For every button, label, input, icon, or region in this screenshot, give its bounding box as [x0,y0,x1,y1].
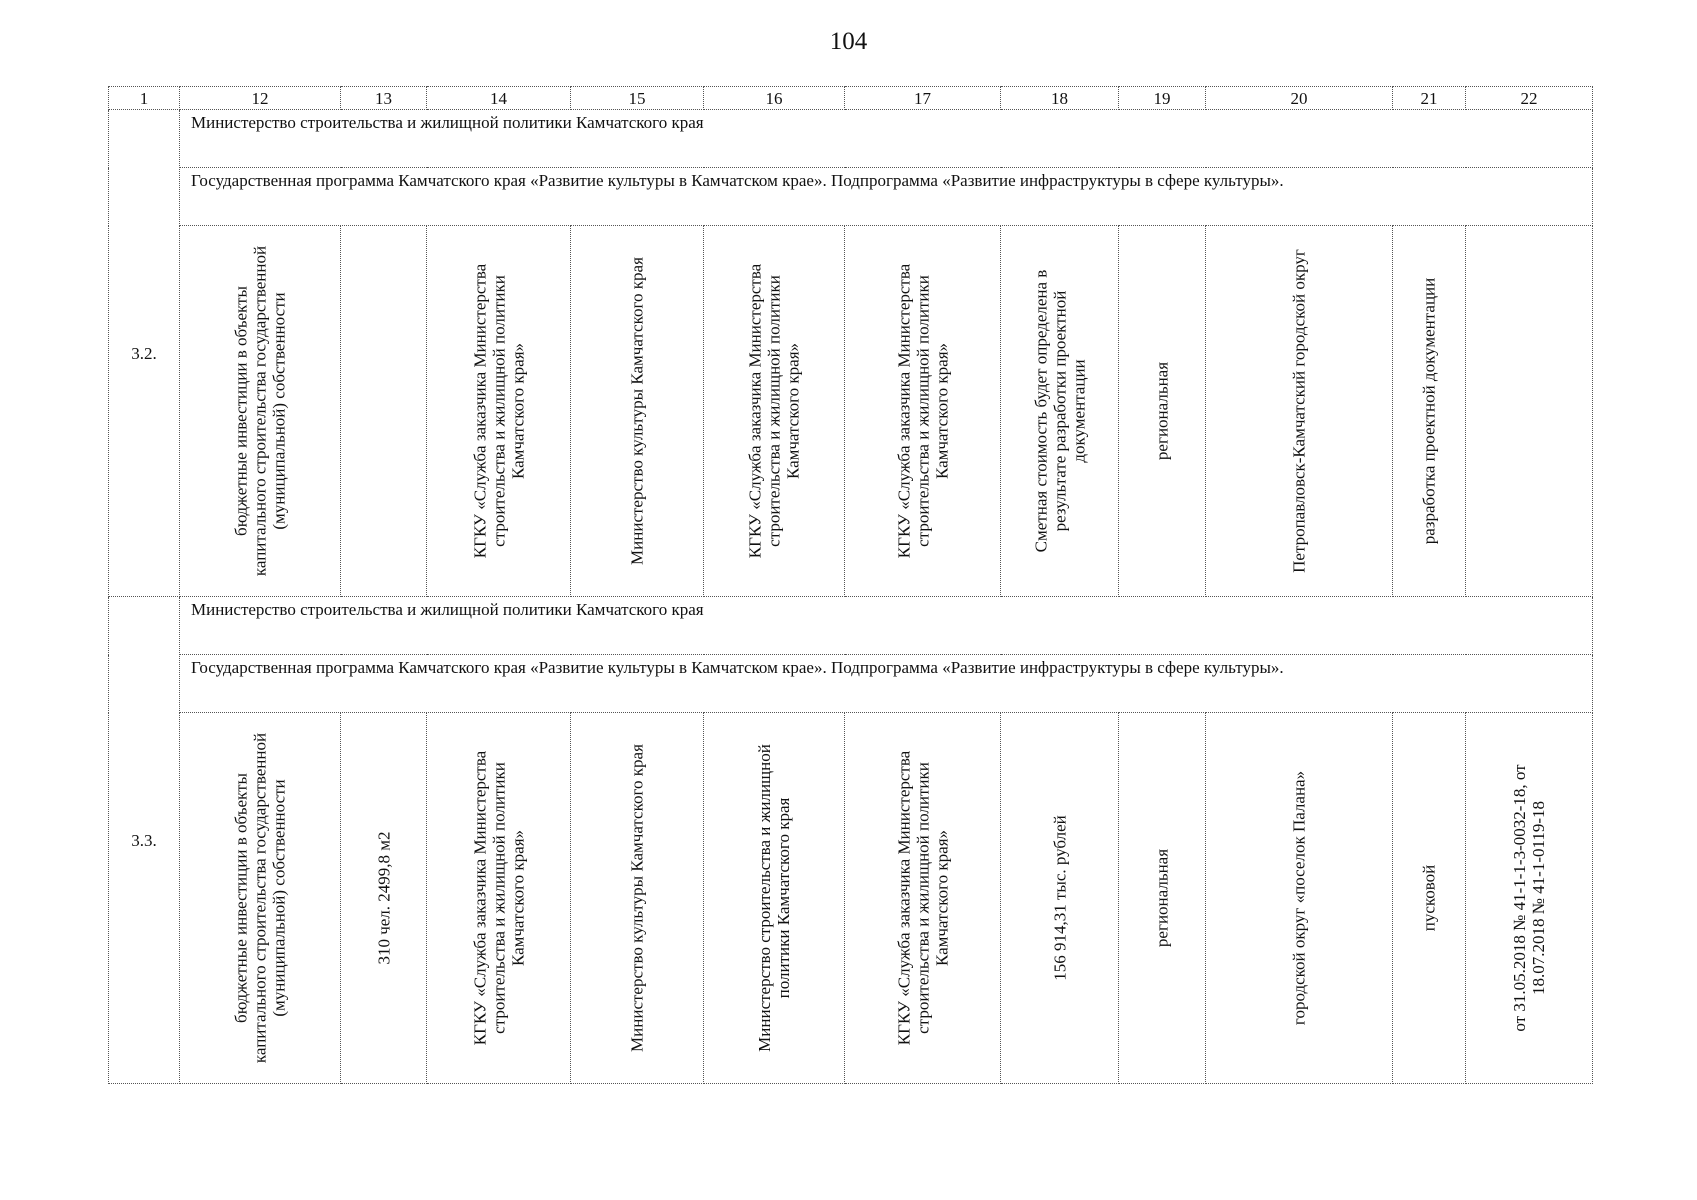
header-cell: 12 [180,87,341,110]
header-cell: 14 [427,87,571,110]
row-number: 3.2. [109,110,180,597]
table-row [109,168,1593,226]
table-row [109,597,1593,655]
developer-cell: КГКУ «Служба заказчика Министерства строительства и жилищной политики Камчатского края» [745,263,803,559]
builder-cell: КГКУ «Служба заказчика Министерства строительства и жилищной политики Камчатского края» [894,263,951,559]
developer-cell: Министерство строительства и жилищной политики Камчатского края [755,744,793,1052]
investment-type-cell: бюджетные инвестиции в объекты капитального строительства государственной (муниципальной) собственности [231,732,289,1064]
ownership-cell: региональная [1152,848,1172,948]
header-cell: 22 [1466,87,1593,110]
capacity-cell: 310 чел. 2499,8 м2 [374,831,393,965]
stage-cell: разработка проектной документации [1419,277,1439,545]
organization-cell: Министерство строительства и жилищной политики Камчатского края [180,110,1593,168]
customer-cell: КГКУ «Служба заказчика Министерства строительства и жилищной политики Камчатского края» [470,263,527,559]
recipient-cell: Министерство культуры Камчатского края [627,744,647,1052]
table-row [109,110,1593,168]
stage-cell: пусковой [1419,864,1439,932]
page-number: 104 [829,28,868,55]
header-cell: 16 [704,87,845,110]
header-cell: 15 [571,87,704,110]
expertise-cell: от 31.05.2018 № 41-1-1-3-0032-18, от 18.07.2018 № 41-1-0119-18 [1510,764,1548,1032]
builder-cell: КГКУ «Служба заказчика Министерства строительства и жилищной политики Камчатского края» [894,750,951,1046]
header-cell: 17 [845,87,1001,110]
program-cell: Государственная программа Камчатского края «Развитие культуры в Камчатском крае». Подпрограмма «Развитие инфраструктуры в сфере культуры». [180,655,1593,713]
table-row [109,655,1593,713]
header-cell: 20 [1206,87,1393,110]
header-row [109,87,1593,110]
location-cell: городской округ «поселок Палана» [1289,770,1309,1026]
header-cell: 1 [109,87,180,110]
register-table [108,86,1593,1084]
ownership-cell: региональная [1152,361,1172,461]
row-number: 3.3. [109,597,180,1084]
header-cell: 19 [1119,87,1206,110]
investment-type-cell: бюджетные инвестиции в объекты капитального строительства государственной (муниципальной) собственности [231,245,289,577]
customer-cell: КГКУ «Служба заказчика Министерства строительства и жилищной политики Камчатского края» [470,750,527,1046]
cost-cell: 156 914,31 тыс. рублей [1050,815,1069,981]
cost-cell: Сметная стоимость будет определена в результате разработки проектной документации [1031,269,1088,553]
table-row [109,226,1593,597]
organization-cell: Министерство строительства и жилищной политики Камчатского края [180,597,1593,655]
table-row [109,713,1593,1084]
location-cell: Петропавловск-Камчатский городской округ [1289,249,1309,573]
program-cell: Государственная программа Камчатского края «Развитие культуры в Камчатском крае». Подпрограмма «Развитие инфраструктуры в сфере культуры». [180,168,1593,226]
header-cell: 13 [341,87,427,110]
header-cell: 18 [1001,87,1119,110]
header-cell: 21 [1393,87,1466,110]
recipient-cell: Министерство культуры Камчатского края [627,257,647,565]
